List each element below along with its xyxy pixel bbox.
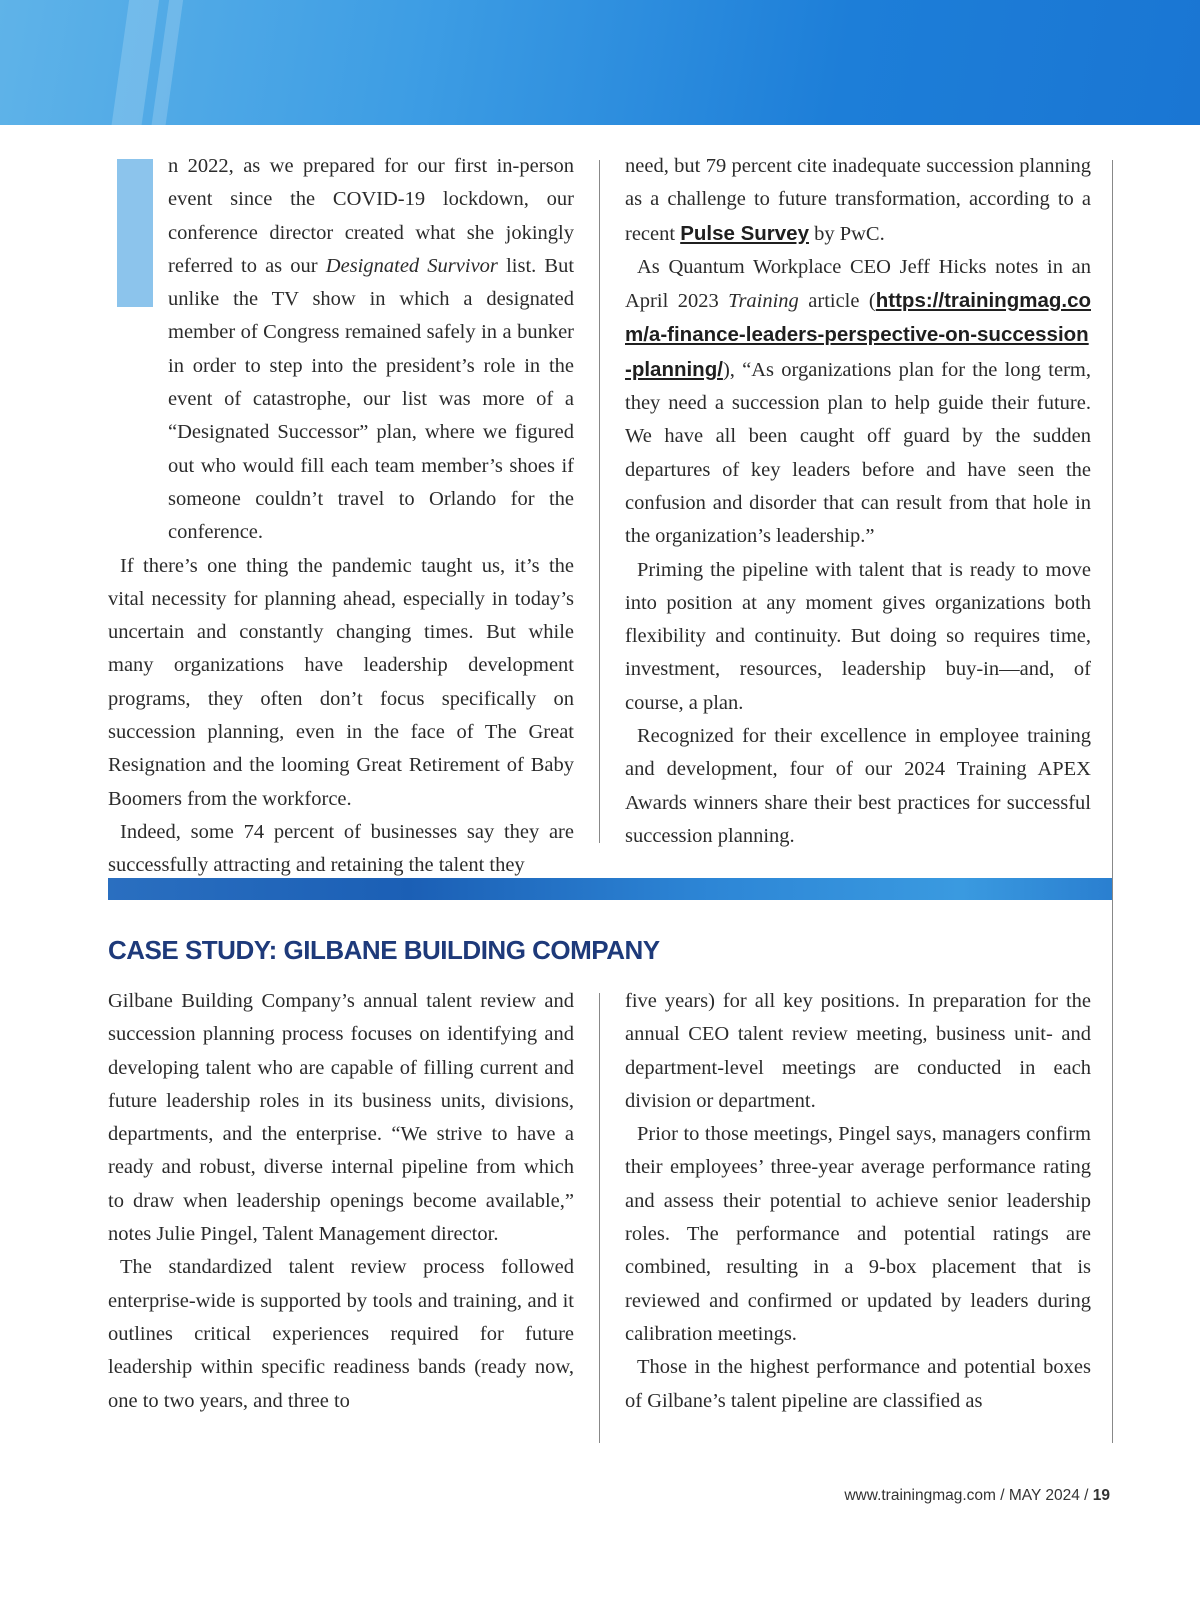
header-color-band — [0, 0, 1200, 125]
column-rule — [599, 160, 600, 843]
right-paragraph-2: As Quantum Workplace CEO Jeff Hicks notes in an April 2023 — [625, 255, 1091, 313]
right-paragraph-3: Priming the pipeline with talent that is ready to move into position at any moment gives organizations both flexibility and continuity. But doing so requires time, investment, resources, leadership buy-in—and, of course, a plan. — [625, 558, 1091, 714]
training-italic: Training — [728, 290, 799, 313]
case-paragraph-2: The standardized talent review process followed enterprise-wide is supported by tools and training, and it outlines critical experiences required for future leadership within specific readiness bands (ready now, one to two years, and three to — [108, 1256, 574, 1412]
footer-issue: MAY 2024 — [1008, 1487, 1080, 1504]
case-study-right-column — [625, 985, 1091, 1418]
designated-survivor-italic: Designated Survivor — [325, 254, 498, 277]
footer-website: www.trainingmag.com — [844, 1487, 996, 1504]
case-right-paragraph-1: five years) for all key positions. In preparation for the annual CEO talent review meeting, business unit- and department-level meetings are conducted in each division or department. — [625, 990, 1091, 1112]
right-paragraph-1-end: by PwC. — [814, 222, 885, 245]
pulse-survey-link[interactable]: Pulse Survey — [680, 221, 809, 245]
intro-paragraph-1: n 2022, as we prepared for our first in-person event since the COVID-19 lockdown, our conference director created what she jokingly referred to as our — [168, 155, 574, 277]
case-right-paragraph-2: Prior to those meetings, Pingel says, managers confirm their employees’ three-year average performance rating and assess their potential to achieve senior leadership roles. The performance and potential ratings are combined, resulting in a 9-box placement that is reviewed and confirmed or updated by leaders during calibration meetings. — [625, 1123, 1091, 1345]
right-paragraph-1: need, but 79 percent cite inadequate succession planning as a challenge to future transformation, according to a recent — [625, 155, 1091, 245]
intro-paragraph-2: If there’s one thing the pandemic taught us, it’s the vital necessity for planning ahead, especially in today’s uncertain and constantly changing times. But while many organizations have leadership development programs, they often don’t focus specifically on succession planning, even in the face of The Great Resignation and the looming Great Retirement of Baby Boomers from the workforce. — [108, 554, 574, 810]
intro-left-column — [108, 150, 574, 883]
section-divider-bar — [108, 878, 1112, 900]
page-number: 19 — [1092, 1487, 1110, 1504]
intro-paragraph-1-end: list. But unlike the TV show in which a designated member of Congress remained safely in a bunker in order to step into the president’s role in the event of catastrophe, our list was more of a “Designated Successor” plan, where we figured out who would fill each team member’s shoes if someone couldn’t travel to Orlando for the conference. — [168, 254, 575, 544]
trainingmag-article-link[interactable]: https://trainingmag.com/a-finance-leaders-perspective-on-succession-planning/ — [625, 289, 1091, 381]
case-study-heading: CASE STUDY: GILBANE BUILDING COMPANY — [108, 935, 660, 965]
case-study-left-column — [108, 985, 574, 1418]
case-paragraph-1: Gilbane Building Company’s annual talent review and succession planning process focuses on identifying and developing talent who are capable of filling current and future leadership roles in its business units, divisions, departments, and the enterprise. “We strive to have a ready and robust, diverse internal pipeline from which to draw when leadership openings become available,” notes Julie Pingel, Talent Management director. — [108, 990, 574, 1246]
footer-separator: / — [1079, 1487, 1093, 1504]
right-paragraph-2-mid: article ( — [808, 290, 876, 313]
right-margin-rule — [1112, 160, 1113, 1443]
page-footer — [844, 1487, 1110, 1505]
right-paragraph-4: Recognized for their excellence in employee training and development, four of our 2024 Training APEX Awards winners share their best practices for successful succession planning. — [625, 725, 1091, 847]
right-paragraph-2-end: ), “As organizations plan for the long term, they need a succession plan to help guide their future. We have all been caught off guard by the sudden departures of key leaders before and have seen the confusion and disorder that can result from that hole in the organization’s leadership.” — [625, 358, 1091, 548]
intro-paragraph-3: Indeed, some 74 percent of businesses say they are successfully attracting and retaining the talent they — [108, 820, 574, 877]
case-right-paragraph-3: Those in the highest performance and potential boxes of Gilbane’s talent pipeline are classified as — [625, 1356, 1091, 1412]
footer-separator: / — [995, 1487, 1009, 1504]
intro-right-column — [625, 150, 1091, 853]
column-rule — [599, 993, 600, 1443]
